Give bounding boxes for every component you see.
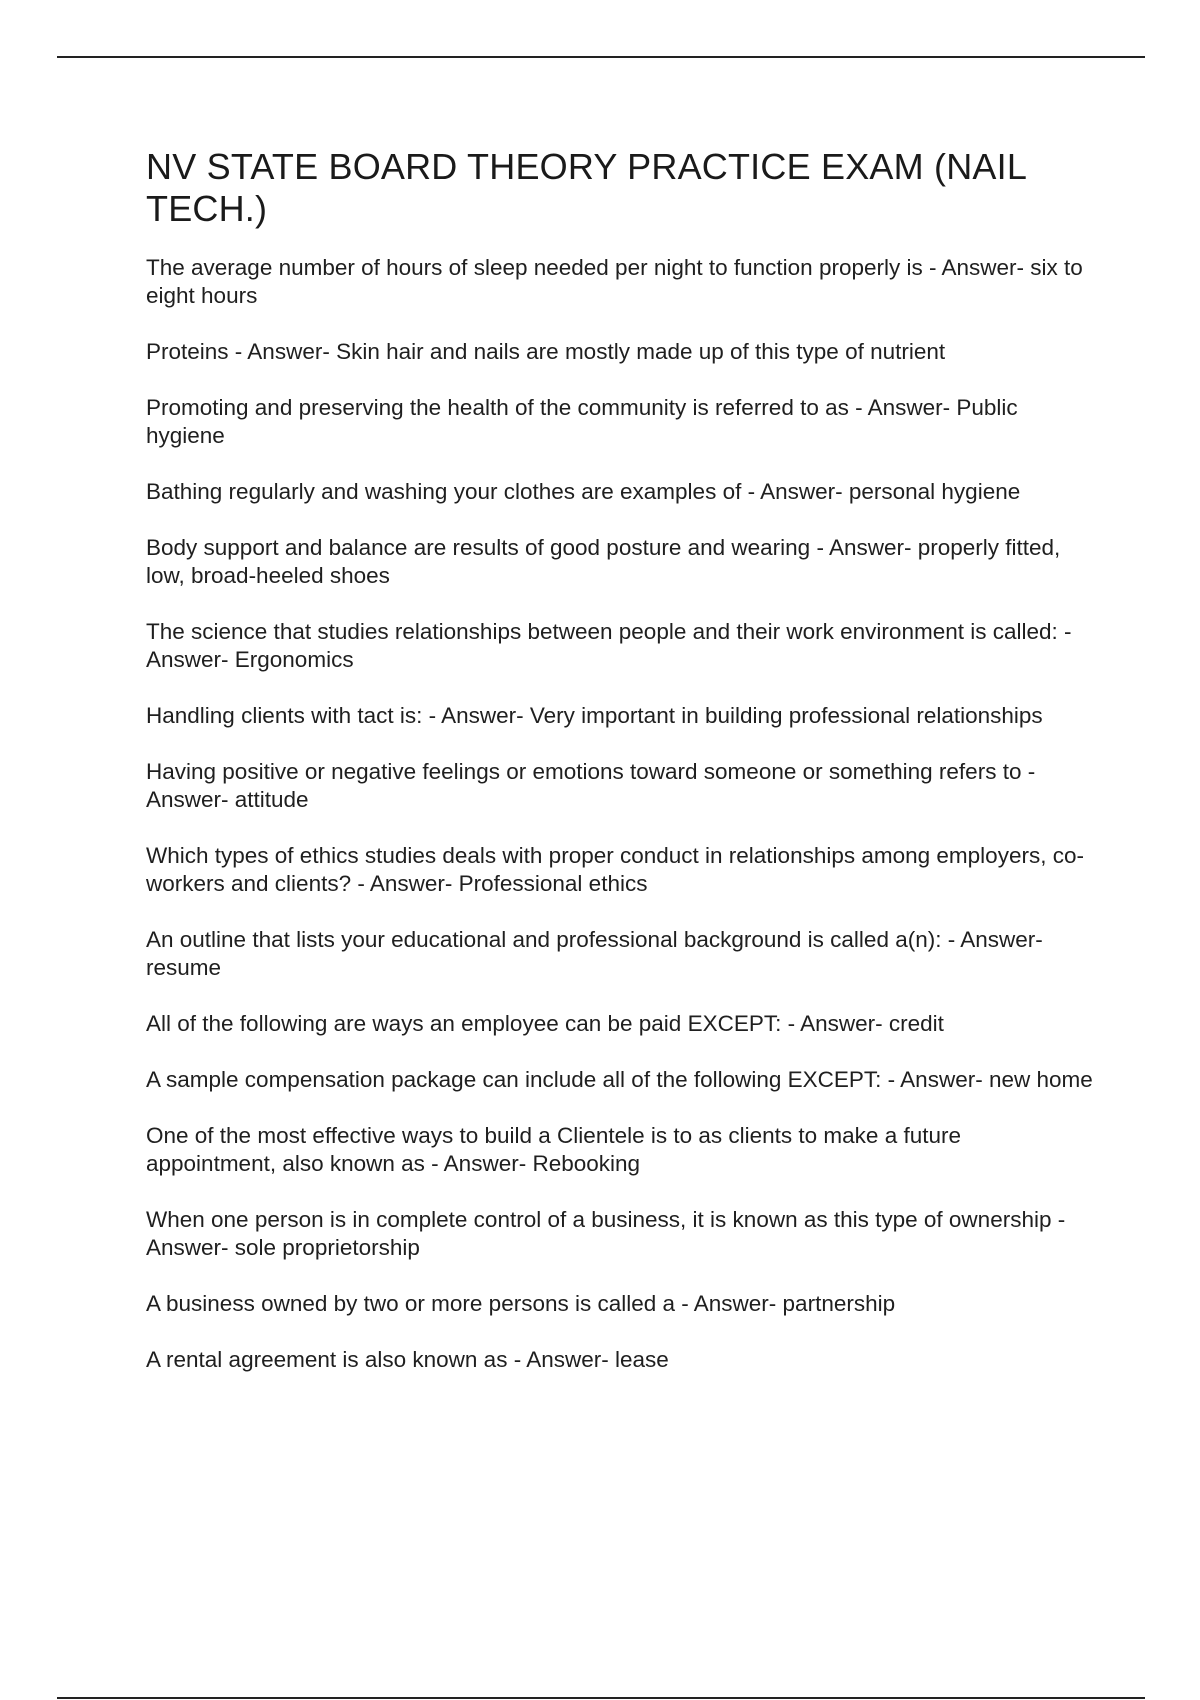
- qa-item: The science that studies relationships between people and their work environment is called: - Answer- Ergonomics: [146, 619, 1072, 672]
- qa-item: Bathing regularly and washing your clothes are examples of - Answer- personal hygiene: [146, 479, 1021, 504]
- top-divider: [57, 56, 1145, 58]
- qa-item: Handling clients with tact is: - Answer- Very important in building professional relationships: [146, 703, 1043, 728]
- qa-item: All of the following are ways an employee can be paid EXCEPT: - Answer- credit: [146, 1011, 944, 1036]
- qa-item: Having positive or negative feelings or emotions toward someone or something refers to - Answer- attitude: [146, 759, 1036, 812]
- question-answer-list: [146, 254, 1096, 1374]
- document-body: [146, 146, 1096, 1402]
- qa-item: An outline that lists your educational and professional background is called a(n): - Answer- resume: [146, 927, 1043, 980]
- qa-item: A business owned by two or more persons is called a - Answer- partnership: [146, 1291, 896, 1316]
- qa-item: One of the most effective ways to build a Clientele is to as clients to make a future appointment, also known as - Answer- Rebooking: [146, 1123, 961, 1176]
- qa-item: A rental agreement is also known as - Answer- lease: [146, 1347, 669, 1372]
- bottom-divider: [57, 1697, 1145, 1699]
- qa-item: Body support and balance are results of good posture and wearing - Answer- properly fitted, low, broad-heeled shoes: [146, 535, 1061, 588]
- qa-item: When one person is in complete control of a business, it is known as this type of ownership - Answer- sole proprietorship: [146, 1207, 1066, 1260]
- page-title: NV STATE BOARD THEORY PRACTICE EXAM (NAIL TECH.): [146, 146, 1026, 229]
- qa-item: Promoting and preserving the health of the community is referred to as - Answer- Public hygiene: [146, 395, 1018, 448]
- qa-item: A sample compensation package can include all of the following EXCEPT: - Answer- new home: [146, 1067, 1093, 1092]
- qa-item: The average number of hours of sleep needed per night to function properly is - Answer- six to eight hours: [146, 255, 1083, 308]
- qa-item: Proteins - Answer- Skin hair and nails are mostly made up of this type of nutrient: [146, 339, 946, 364]
- qa-item: Which types of ethics studies deals with proper conduct in relationships among employers, co-workers and clients? - Answer- Professional ethics: [146, 843, 1084, 896]
